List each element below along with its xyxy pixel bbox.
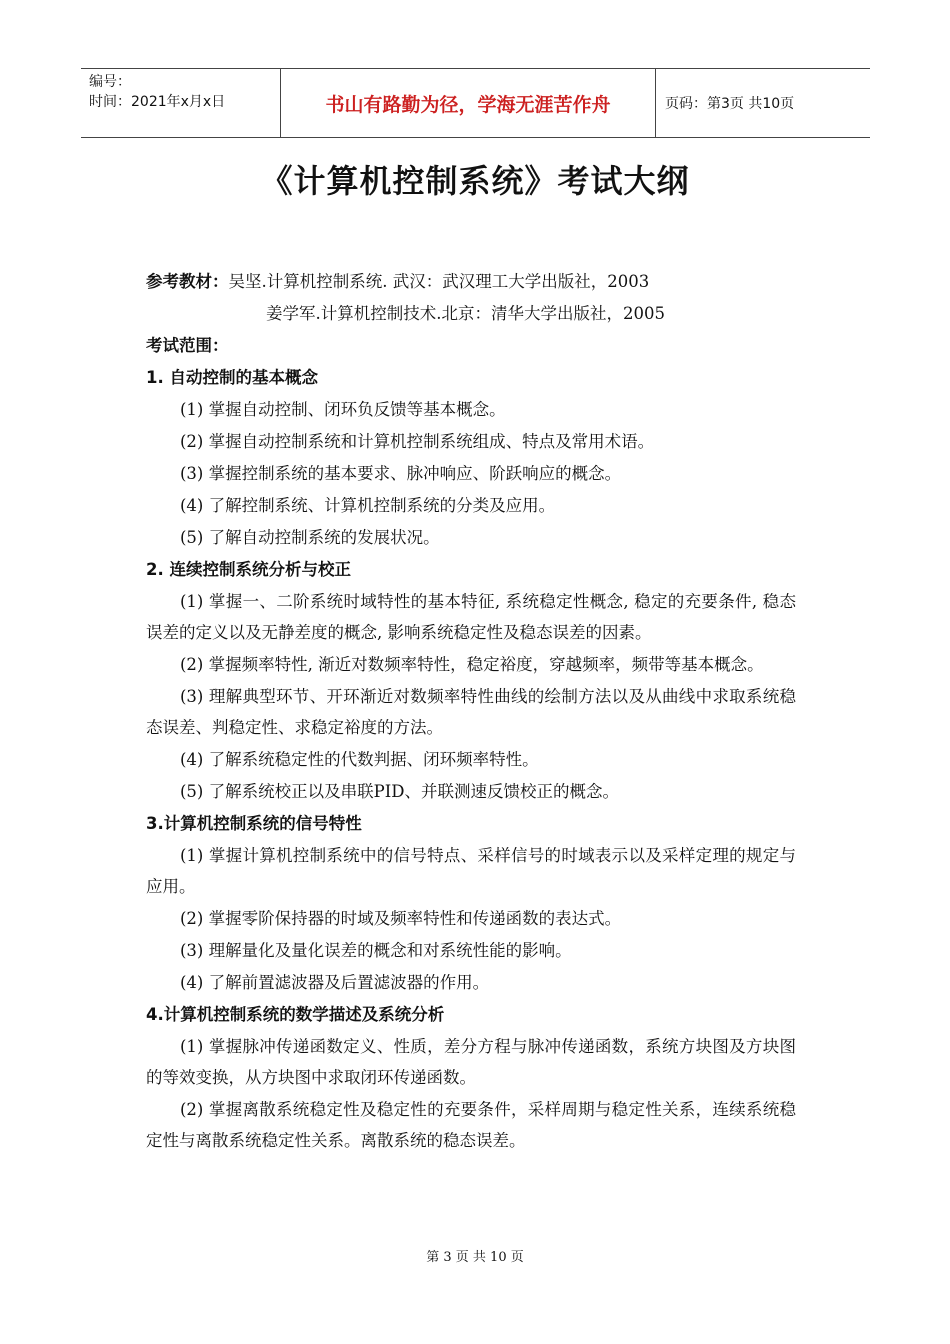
header-motto: 书山有路勤为径，学海无涯苦作舟: [280, 69, 656, 137]
reference-line-1: [146, 266, 796, 298]
section-heading: 1. 自动控制的基本概念: [146, 368, 318, 387]
reference-text-1: 吴坚.计算机控制系统. 武汉：武汉理工大学出版社，2003: [228, 272, 650, 291]
list-item: (3) 掌握控制系统的基本要求、脉冲响应、阶跃响应的概念。: [180, 464, 622, 483]
header-page-info: 页码：第3页 共10页: [665, 96, 795, 112]
page-header: [81, 68, 870, 138]
list-item: (1) 掌握计算机控制系统中的信号特点、采样信号的时域表示以及采样定理的规定与应用。: [146, 846, 796, 896]
list-item: (1) 掌握脉冲传递函数定义、性质，差分方程与脉冲传递函数，系统方块图及方块图的等效变换，从方块图中求取闭环传递函数。: [146, 1037, 796, 1087]
list-item: (4) 了解系统稳定性的代数判据、闭环频率特性。: [180, 750, 539, 769]
header-meta: [81, 69, 279, 137]
document-title: 《计算机控制系统》考试大纲: [260, 162, 690, 200]
list-item: (4) 了解前置滤波器及后置滤波器的作用。: [180, 973, 490, 992]
section-heading: 3.计算机控制系统的信号特性: [146, 814, 362, 833]
number-label: 编号：: [89, 74, 131, 90]
scope-label: 考试范围：: [146, 336, 229, 355]
section-heading: 2. 连续控制系统分析与校正: [146, 560, 351, 579]
list-item: (3) 理解典型环节、开环渐近对数频率特性曲线的绘制方法以及从曲线中求取系统稳态误差、判稳定性、求稳定裕度的方法。: [146, 687, 796, 737]
list-item: (2) 掌握离散系统稳定性及稳定性的充要条件，采样周期与稳定性关系，连续系统稳定性与离散系统稳定性关系。离散系统的稳态误差。: [146, 1100, 796, 1150]
date-label: 时间：2021年x月x日: [89, 94, 226, 110]
list-item: (2) 掌握频率特性, 渐近对数频率特性，稳定裕度，穿越频率，频带等基本概念。: [180, 655, 764, 674]
reference-label: 参考教材：: [146, 272, 229, 291]
list-item: (4) 了解控制系统、计算机控制系统的分类及应用。: [180, 496, 556, 515]
list-item: (1) 掌握自动控制、闭环负反馈等基本概念。: [180, 400, 506, 419]
list-item: (3) 理解量化及量化误差的概念和对系统性能的影响。: [180, 941, 572, 960]
list-item: (2) 掌握自动控制系统和计算机控制系统组成、特点及常用术语。: [180, 432, 655, 451]
list-item: (1) 掌握一、二阶系统时域特性的基本特征, 系统稳定性概念, 稳定的充要条件, 稳态误差的定义以及无静差度的概念, 影响系统稳定性及稳态误差的因素。: [146, 592, 796, 642]
section-heading: 4.计算机控制系统的数学描述及系统分析: [146, 1005, 445, 1024]
list-item: (5) 了解自动控制系统的发展状况。: [180, 528, 440, 547]
page-footer: 第 3 页 共 10 页: [426, 1250, 524, 1265]
list-item: (5) 了解系统校正以及串联PID、并联测速反馈校正的概念。: [180, 782, 619, 801]
reference-line-2: 姜学军.计算机控制技术.北京：清华大学出版社，2005: [266, 304, 665, 323]
list-item: (2) 掌握零阶保持器的时域及频率特性和传递函数的表达式。: [180, 909, 622, 928]
document-body: [146, 266, 796, 1157]
